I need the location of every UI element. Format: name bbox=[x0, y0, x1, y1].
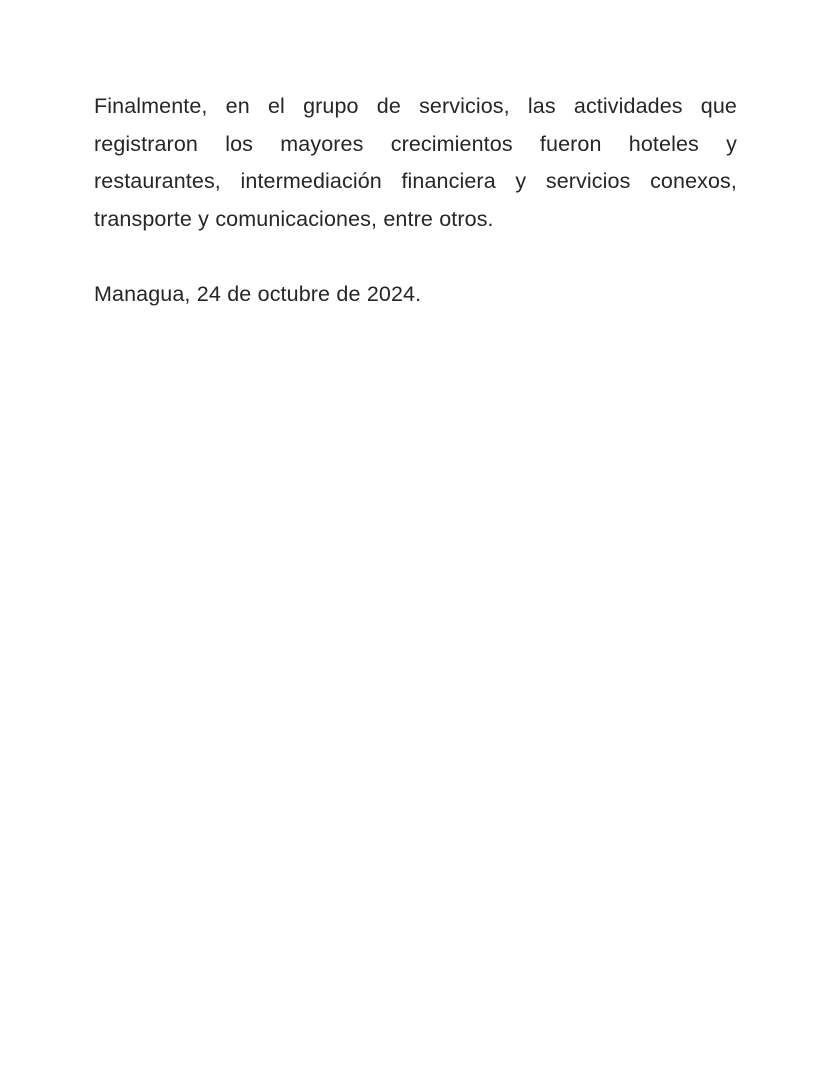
dateline-paragraph: Managua, 24 de octubre de 2024. bbox=[94, 281, 422, 306]
body-paragraph-servicios: Finalmente, en el grupo de servicios, las actividades que registraron los mayores crecimientos fueron hoteles y restaurantes, intermediación financiera y servicios conexos, transporte y comunicaciones, entre otros. bbox=[94, 94, 737, 231]
document-body bbox=[94, 88, 737, 313]
